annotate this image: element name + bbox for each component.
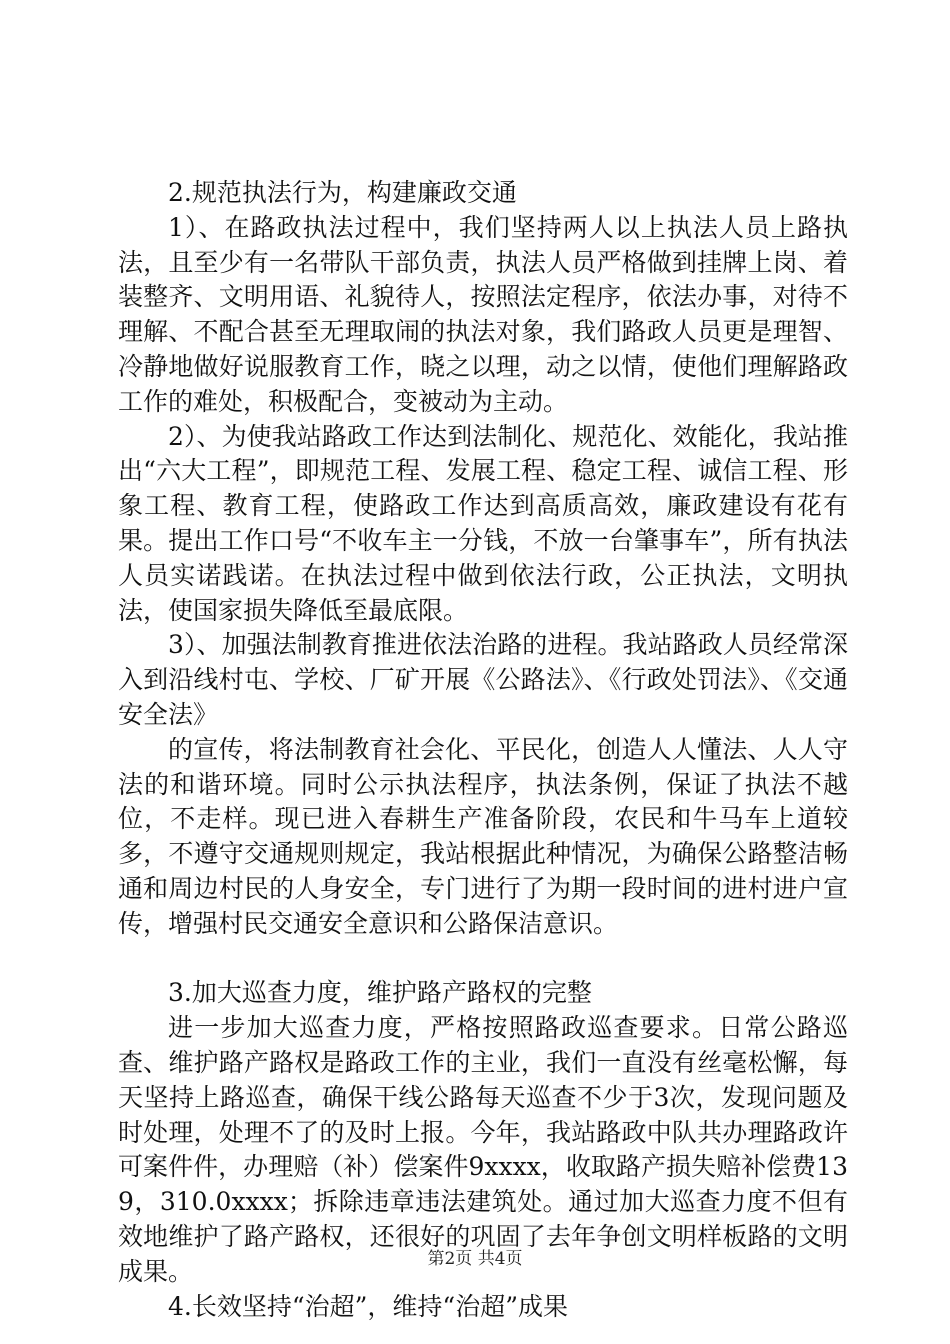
page-number-label: 第2页 共4页 (427, 1249, 523, 1269)
section-2-paragraph-3: 3）、加强法制教育推进依法治路的进程。我站路政人员经常深入到沿线村屯、学校、厂矿开展《公路法》、《行政处罚法》、《交通安全法》 (118, 630, 848, 729)
section-gap (118, 942, 848, 977)
section-2-heading: 2.规范执法行为，构建廉政交通 (168, 178, 517, 207)
section-2-paragraph-1: 1）、在路政执法过程中，我们坚持两人以上执法人员上路执法，且至少有一名带队干部负责，执法人员严格做到挂牌上岗、着装整齐、文明用语、礼貌待人，按照法定程序，依法办事，对待不理解、不配合甚至无理取闹的执法对象，我们路政人员更是理智、冷静地做好说服教育工作，晓之以理，动之以情，使他们理解路政工作的难处，积极配合，变被动为主动。 (118, 212, 848, 416)
document-body (118, 176, 848, 1324)
page-footer (0, 1244, 950, 1269)
section-2-paragraph-2: 2）、为使我站路政工作达到法制化、规范化、效能化，我站推出“六大工程”，即规范工程、发展工程、稳定工程、诚信工程、形象工程、教育工程，使路政工作达到高质高效，廉政建设有花有果。提出工作口号“不收车主一分钱，不放一台肇事车”，所有执法人员实诺践诺。在执法过程中做到依法行政，公正执法，文明执法，使国家损失降低至最底限。 (118, 421, 848, 625)
section-4-heading: 4.长效坚持“治超”，维持“治超”成果 (168, 1291, 568, 1321)
section-2-paragraph-4: 的宣传，将法制教育社会化、平民化，创造人人懂法、人人守法的和谐环境。同时公示执法程序，执法条例，保证了执法不越位，不走样。现已进入春耕生产准备阶段，农民和牛马车上道较多，不遵守交通规则规定，我站根据此种情况，为确保公路整洁畅通和周边村民的人身安全，专门进行了为期一段时间的进村进户宣传，增强村民交通安全意识和公路保洁意识。 (118, 734, 848, 938)
section-3-paragraph-1: 进一步加大巡查力度，严格按照路政巡查要求。日常公路巡查、维护路产路权是路政工作的主业，我们一直没有丝毫松懈，每天坚持上路巡查，确保干线公路每天巡查不少于3次，发现问题及时处理，处理不了的及时上报。今年，我站路政中队共办理路政许可案件件，办理赔（补）偿案件9xxxx，收取路产损失赔补偿费139，310.0xxxx；拆除违章违法建筑处。通过加大巡查力度不但有效地维护了路产路权，还很好的巩固了去年争创文明样板路的文明成果。 (118, 1013, 848, 1286)
section-3-heading: 3.加大巡查力度，维护路产路权的完整 (168, 978, 592, 1008)
